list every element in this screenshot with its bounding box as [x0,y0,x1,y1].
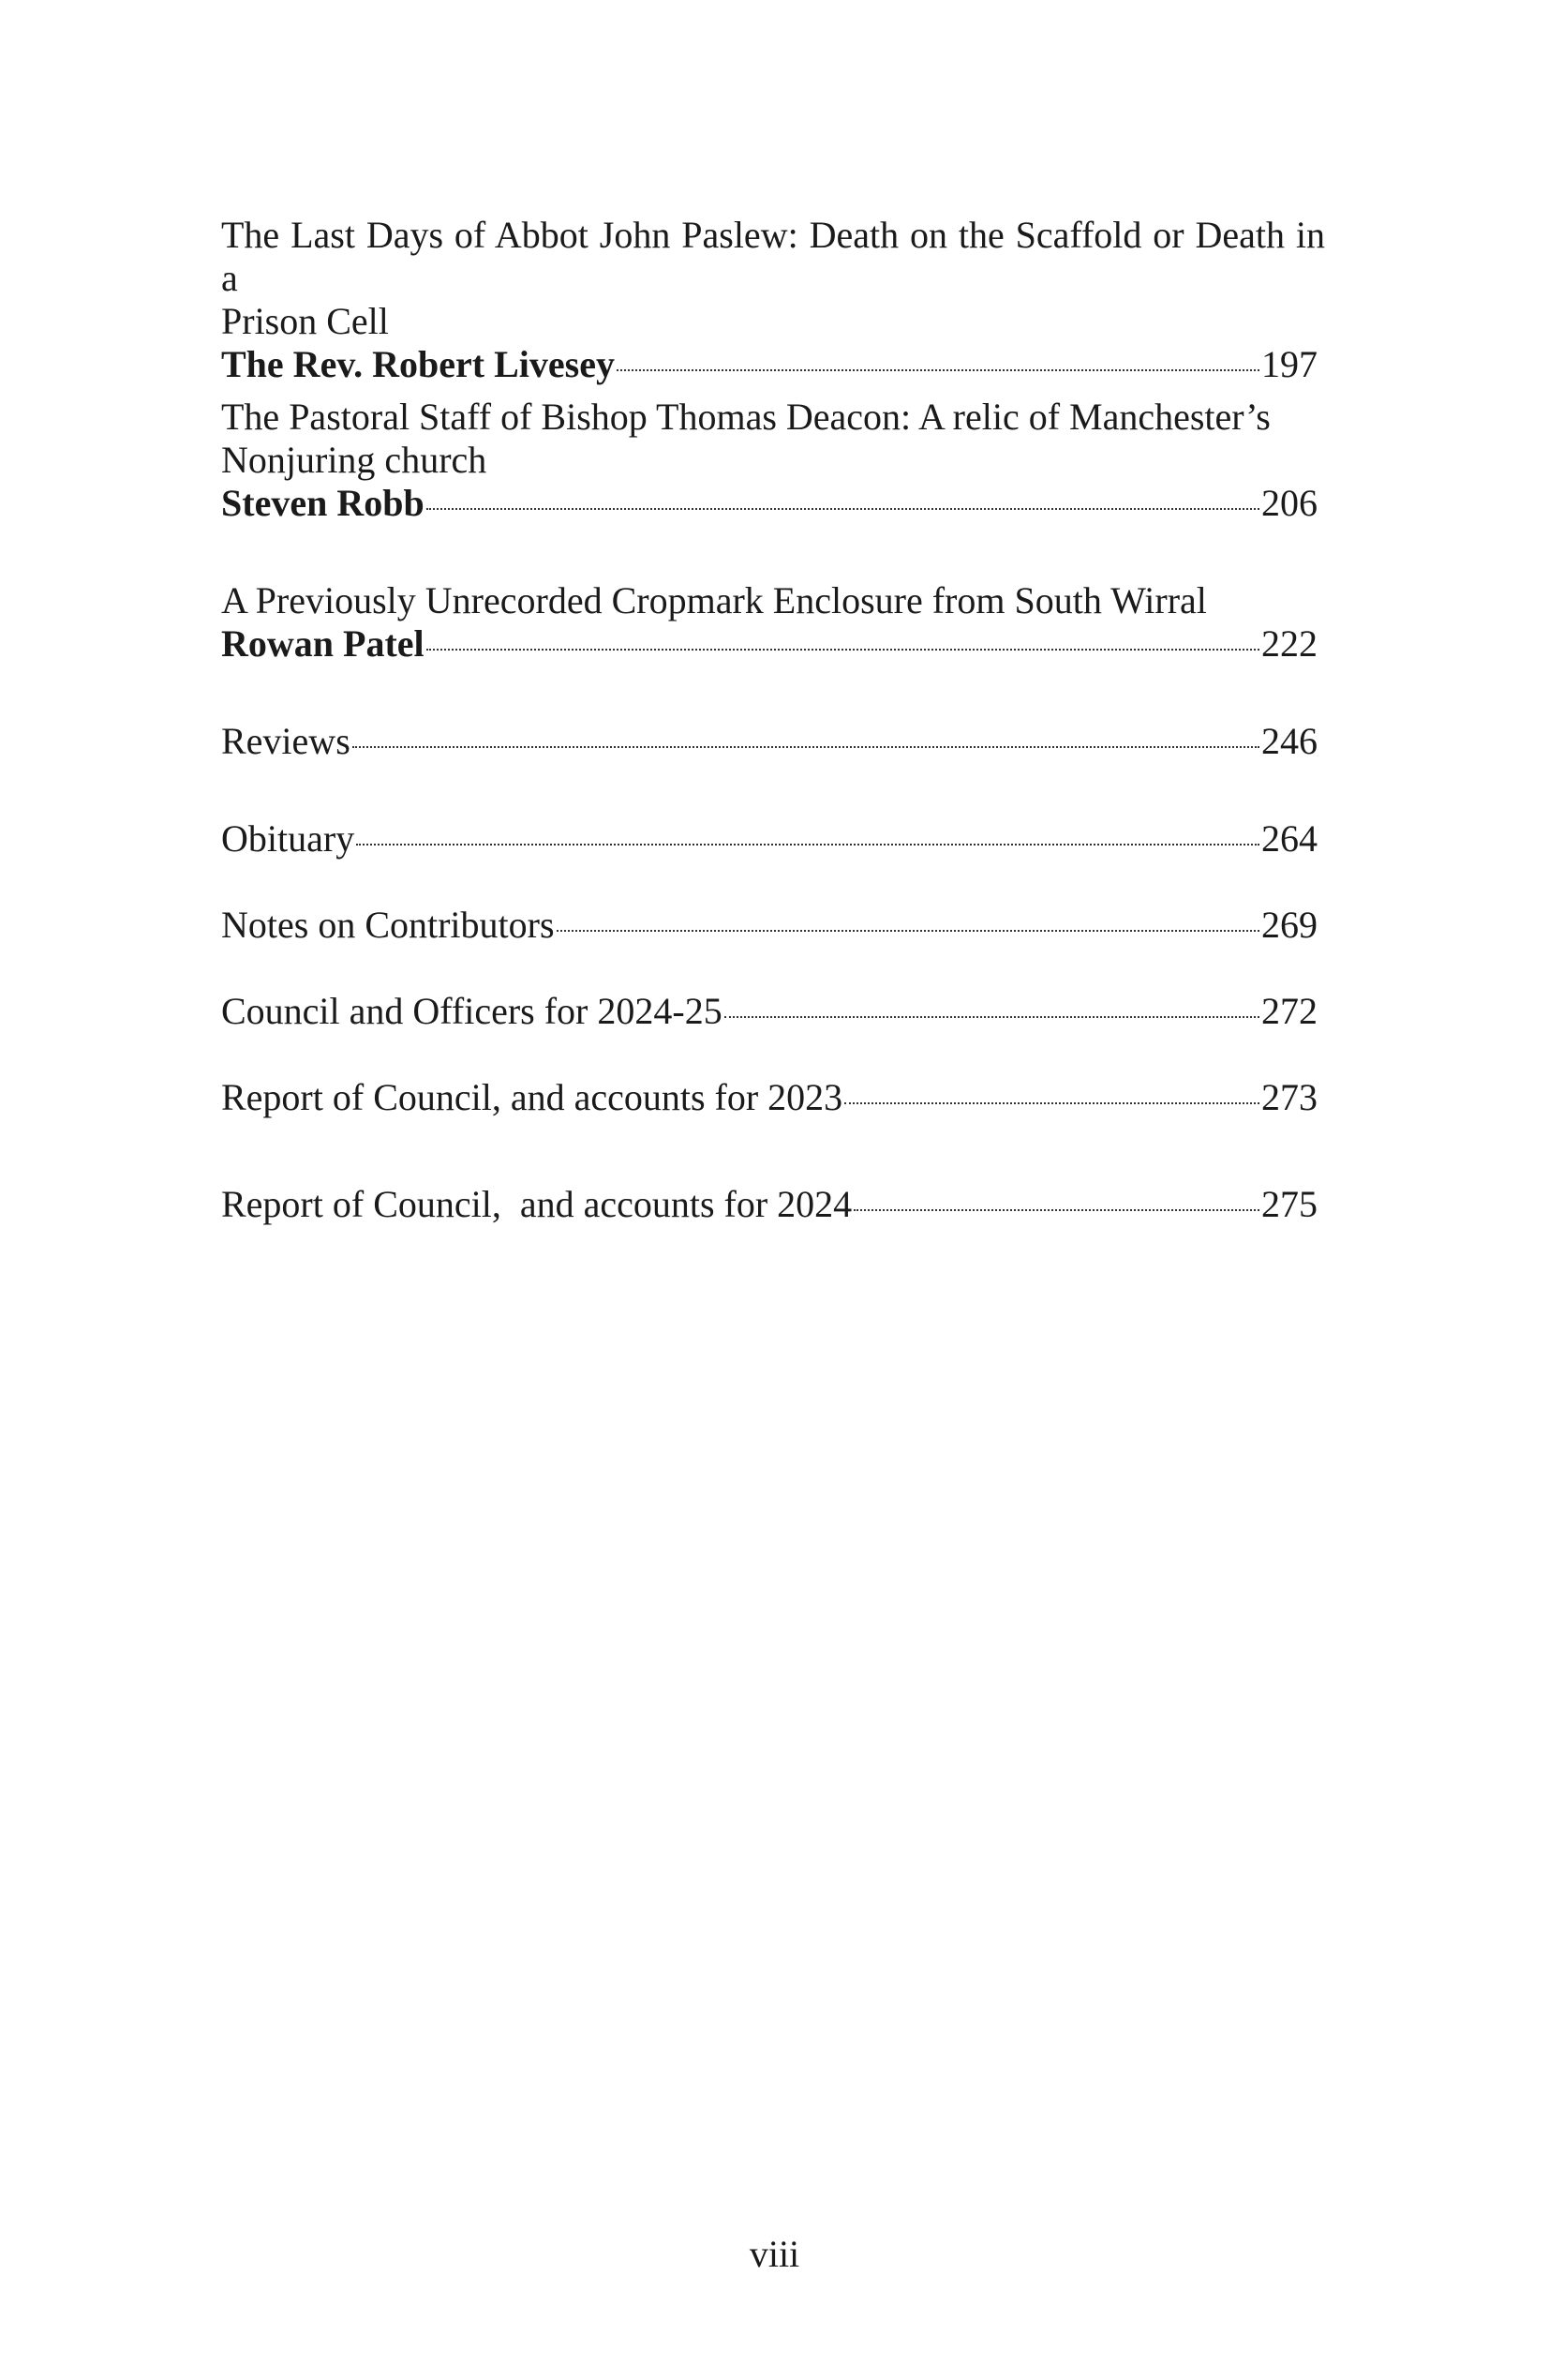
entry-page-number: 272 [1261,990,1318,1032]
toc-entry [221,214,1325,386]
page-folio: viii [749,2233,800,2275]
toc-entry [221,396,1325,525]
entry-label: Report of Council, and accounts for 2023 [221,1076,843,1118]
entry-page-number: 273 [1261,1076,1318,1118]
entry-author-row [221,482,1318,525]
dot-leader [557,930,1259,932]
entry-page-number: 269 [1261,904,1318,946]
entry-label: Notes on Contributors [221,904,555,946]
entry-author: Steven Robb [221,482,424,524]
entry-page-number: 206 [1261,482,1318,524]
entry-row [221,1076,1318,1119]
toc-entry [221,1076,1325,1119]
entry-row [221,1183,1318,1226]
entry-page-number: 264 [1261,817,1318,860]
entry-title-line: The Last Days of Abbot John Paslew: Death on the Scaffold or Death in a [221,214,1325,299]
entry-row [221,817,1318,861]
dot-leader [352,746,1259,748]
dot-leader [426,649,1259,651]
entry-label: Reviews [221,720,350,762]
toc-entry [221,1183,1325,1226]
entry-label: Report of Council, and accounts for 2024 [221,1183,853,1225]
entry-label: Council and Officers for 2024-25 [221,990,722,1032]
toc-entry [221,904,1325,947]
entry-page-number: 222 [1261,622,1318,665]
entry-title-line: Prison Cell [221,300,389,342]
entry-row [221,990,1318,1033]
entry-page-number: 197 [1261,343,1318,385]
entry-page-number: 275 [1261,1183,1318,1225]
dot-leader [724,1016,1259,1018]
dot-leader [844,1102,1259,1104]
toc-entry [221,990,1325,1033]
toc-entry [221,720,1325,763]
entry-author-row [221,343,1318,386]
entry-row [221,720,1318,763]
toc-entry [221,817,1325,861]
entry-title-line: The Pastoral Staff of Bishop Thomas Deacon: A relic of Manchester’s [221,396,1271,438]
entry-author: Rowan Patel [221,622,424,665]
entry-title-line: A Previously Unrecorded Cropmark Enclosure from South Wirral [221,579,1207,621]
entry-author: The Rev. Robert Livesey [221,343,615,385]
entry-page-number: 246 [1261,720,1318,762]
dot-leader [426,508,1259,510]
entry-row [221,904,1318,947]
entry-author-row [221,622,1318,666]
toc-entry [221,579,1325,666]
dot-leader [617,369,1259,371]
dot-leader [854,1209,1259,1211]
entry-label: Obituary [221,817,355,860]
dot-leader [356,844,1259,846]
entry-title-line: Nonjuring church [221,439,487,481]
